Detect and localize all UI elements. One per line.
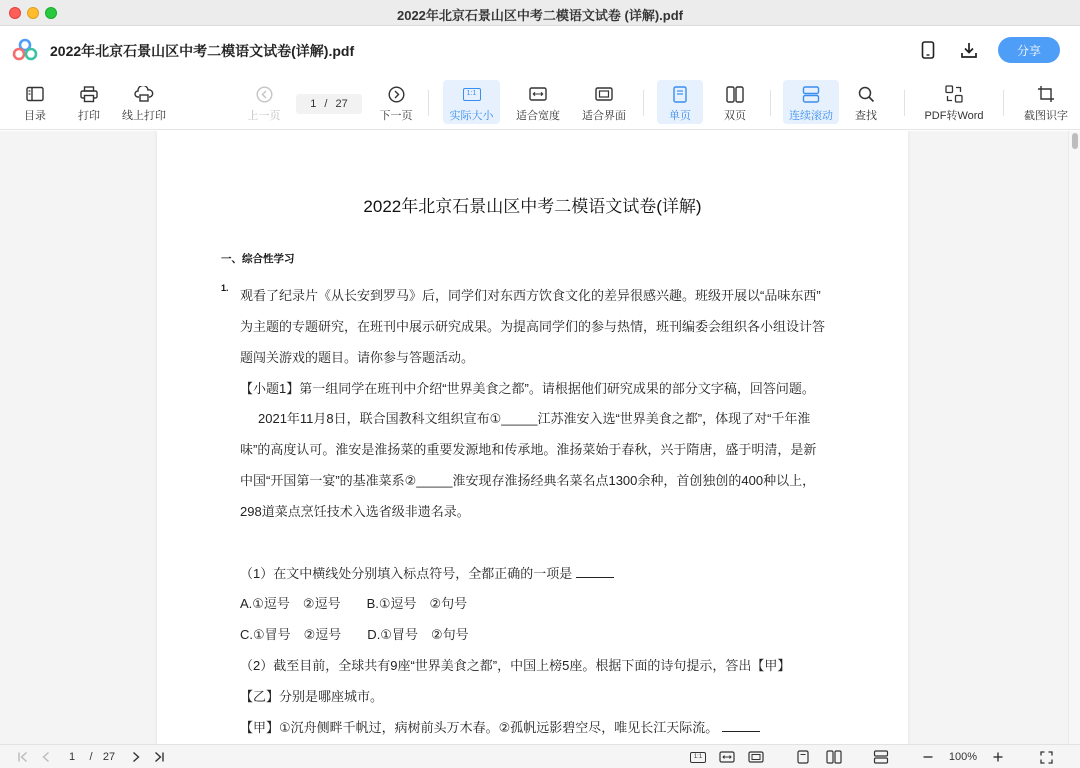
chevron-left-icon bbox=[41, 751, 51, 763]
app-header bbox=[0, 26, 1080, 74]
question-text: 【甲】①沉舟侧畔千帆过，病树前头万木春。②孤帆远影碧空尽，唯见长江天际流。 bbox=[240, 720, 719, 735]
bottom-actual-size-button[interactable] bbox=[688, 748, 708, 766]
actual-size-label: 实际大小 bbox=[449, 110, 494, 122]
zoom-in-button[interactable] bbox=[989, 748, 1007, 766]
text-line: 【小题1】第一组同学在班刊中介绍“世界美食之都”。请根据他们研究成果的部分文字稿，回答问题。 bbox=[240, 381, 815, 396]
text-line: 298道菜点烹饪技术入选省级非遗名录。 bbox=[240, 504, 470, 519]
text-line: 观看了纪录片《从长安到罗马》后，同学们对东西方饮食文化的差异很感兴趣。班级开展以“品味东西” bbox=[240, 288, 821, 303]
printer-icon bbox=[80, 86, 98, 103]
vertical-scrollbar[interactable] bbox=[1068, 131, 1080, 744]
double-page-icon bbox=[826, 750, 842, 764]
document-viewer[interactable] bbox=[0, 131, 1080, 744]
question-text: （1）在文中横线处分别填入标点符号，全都正确的一项是 bbox=[240, 566, 573, 581]
mobile-view-icon[interactable] bbox=[916, 38, 940, 62]
bottom-fit-page-button[interactable] bbox=[746, 748, 766, 766]
continuous-scroll-button[interactable] bbox=[783, 80, 839, 124]
toc-button[interactable] bbox=[18, 80, 52, 124]
toolbar-divider bbox=[770, 90, 771, 116]
toolbar-divider bbox=[1003, 90, 1004, 116]
convert-icon bbox=[945, 85, 963, 103]
chevron-right-circle-icon bbox=[388, 86, 405, 103]
text-line: 2021年11月8日，联合国教科文组织宣布①_____江苏淮安入选“世界美食之都”，体现了对“千年淮 bbox=[258, 411, 811, 426]
question-number: 1. bbox=[221, 283, 229, 293]
zoom-out-button[interactable] bbox=[919, 748, 937, 766]
text-line: 味”的高度认可。淮安是淮扬菜的重要发源地和传承地。淮扬菜始于春秋，兴于隋唐，盛于明清，是新 bbox=[240, 442, 817, 457]
pdf-to-word-label: PDF转Word bbox=[924, 110, 984, 122]
chevron-right-icon bbox=[131, 751, 141, 763]
screenshot-ocr-button[interactable] bbox=[1020, 80, 1072, 124]
current-page-input[interactable]: 1 bbox=[310, 98, 317, 110]
option-line: A.①逗号 ②逗号 B.①逗号 ②句号 bbox=[240, 596, 468, 611]
text-line: 为主题的专题研究，在班刊中展示研究成果。为提高同学们的参与热情，班刊编委会组织各小组设计答 bbox=[240, 319, 826, 334]
bottom-page-separator: / bbox=[89, 751, 93, 763]
plus-icon bbox=[992, 751, 1004, 763]
continuous-scroll-icon bbox=[802, 86, 820, 103]
fit-width-label: 适合宽度 bbox=[516, 110, 560, 122]
fullscreen-button[interactable] bbox=[1036, 748, 1056, 766]
first-page-icon bbox=[17, 751, 29, 763]
fit-page-label: 适合界面 bbox=[582, 110, 626, 122]
minus-icon bbox=[922, 751, 934, 763]
page-separator: / bbox=[324, 98, 328, 110]
document-title: 2022年北京石景山区中考二模语文试卷(详解).pdf bbox=[50, 43, 355, 59]
text-line: 题闯关游戏的题目。请你参与答题活动。 bbox=[240, 350, 475, 365]
document-heading: 2022年北京石景山区中考二模语文试卷(详解) bbox=[363, 197, 702, 216]
pdf-page bbox=[157, 131, 908, 744]
fit-width-button[interactable] bbox=[513, 80, 563, 124]
continuous-scroll-icon bbox=[873, 750, 889, 764]
scrollbar-thumb[interactable] bbox=[1072, 133, 1078, 149]
find-label: 查找 bbox=[855, 110, 877, 122]
bottom-actual-size-icon: 1:1 bbox=[690, 752, 706, 763]
toolbar bbox=[0, 74, 1080, 130]
screenshot-ocr-label: 截图识字 bbox=[1024, 110, 1068, 122]
single-page-icon bbox=[673, 86, 687, 103]
fit-page-icon bbox=[748, 751, 764, 763]
bottom-bar bbox=[0, 744, 1080, 768]
next-page-bottom-button[interactable] bbox=[128, 748, 144, 766]
toolbar-divider bbox=[643, 90, 644, 116]
pdf-to-word-button[interactable] bbox=[920, 80, 988, 124]
find-button[interactable] bbox=[848, 80, 884, 124]
page-number-box[interactable] bbox=[296, 94, 362, 114]
last-page-icon bbox=[153, 751, 165, 763]
answer-blank bbox=[576, 566, 614, 578]
single-page-icon bbox=[797, 750, 809, 764]
text-line: 【乙】分别是哪座城市。 bbox=[240, 689, 384, 704]
crop-icon bbox=[1037, 85, 1055, 103]
online-print-label: 线上打印 bbox=[122, 110, 166, 122]
question-line bbox=[240, 717, 760, 736]
search-icon bbox=[858, 86, 875, 103]
actual-size-icon: 1:1 bbox=[463, 88, 481, 101]
prev-page-button[interactable] bbox=[244, 80, 284, 124]
text-line: （2）截至目前，全球共有9座“世界美食之都”，中国上榜5座。根据下面的诗句提示，答出【甲】 bbox=[240, 658, 791, 673]
option-line: C.①冒号 ②逗号 D.①冒号 ②句号 bbox=[240, 627, 469, 642]
sidebar-icon bbox=[26, 86, 44, 102]
bottom-current-page[interactable]: 1 bbox=[68, 751, 76, 763]
bottom-single-page-button[interactable] bbox=[794, 748, 812, 766]
window-title: 2022年北京石景山区中考二模语文试卷 (详解).pdf bbox=[396, 8, 683, 23]
toolbar-divider bbox=[904, 90, 905, 116]
download-icon[interactable] bbox=[957, 38, 981, 62]
toolbar-divider bbox=[428, 90, 429, 116]
chevron-left-circle-icon bbox=[256, 86, 273, 103]
toc-label: 目录 bbox=[24, 110, 46, 122]
print-button[interactable] bbox=[72, 80, 106, 124]
next-page-button[interactable] bbox=[376, 80, 416, 124]
fit-page-icon bbox=[595, 87, 613, 101]
fullscreen-icon bbox=[1040, 751, 1053, 764]
actual-size-button[interactable] bbox=[443, 80, 500, 124]
continuous-scroll-label: 连续滚动 bbox=[789, 110, 833, 122]
fit-width-icon bbox=[719, 751, 735, 763]
fit-page-button[interactable] bbox=[579, 80, 629, 124]
double-page-icon bbox=[726, 86, 744, 103]
text-line: 中国“开国第一宴”的基准菜系②_____淮安现存淮扬经典名菜名点1300余种，首创独创的400种以上， bbox=[240, 473, 816, 488]
bottom-continuous-scroll-button[interactable] bbox=[871, 748, 891, 766]
bottom-fit-width-button[interactable] bbox=[717, 748, 737, 766]
app-logo-icon bbox=[12, 38, 38, 62]
online-print-button[interactable] bbox=[118, 80, 170, 124]
prev-page-label: 上一页 bbox=[247, 110, 281, 122]
print-label: 打印 bbox=[78, 110, 100, 122]
section-heading: 一、综合性学习 bbox=[221, 253, 295, 265]
answer-blank bbox=[722, 720, 760, 732]
share-button[interactable]: 分享 bbox=[998, 37, 1060, 63]
single-page-label: 单页 bbox=[669, 110, 691, 122]
total-pages: 27 bbox=[335, 98, 348, 110]
single-page-button[interactable] bbox=[657, 80, 703, 124]
fit-width-icon bbox=[529, 87, 547, 101]
cloud-print-icon bbox=[134, 86, 154, 103]
double-page-button[interactable] bbox=[714, 80, 756, 124]
double-page-label: 双页 bbox=[724, 110, 746, 122]
bottom-total-pages: 27 bbox=[102, 751, 116, 763]
first-page-button[interactable] bbox=[14, 748, 32, 766]
last-page-button[interactable] bbox=[150, 748, 168, 766]
zoom-level[interactable]: 100% bbox=[948, 751, 978, 763]
window-titlebar bbox=[0, 0, 1080, 26]
question-line bbox=[240, 563, 614, 582]
bottom-double-page-button[interactable] bbox=[824, 748, 844, 766]
prev-page-bottom-button[interactable] bbox=[38, 748, 54, 766]
next-page-label: 下一页 bbox=[379, 110, 413, 122]
